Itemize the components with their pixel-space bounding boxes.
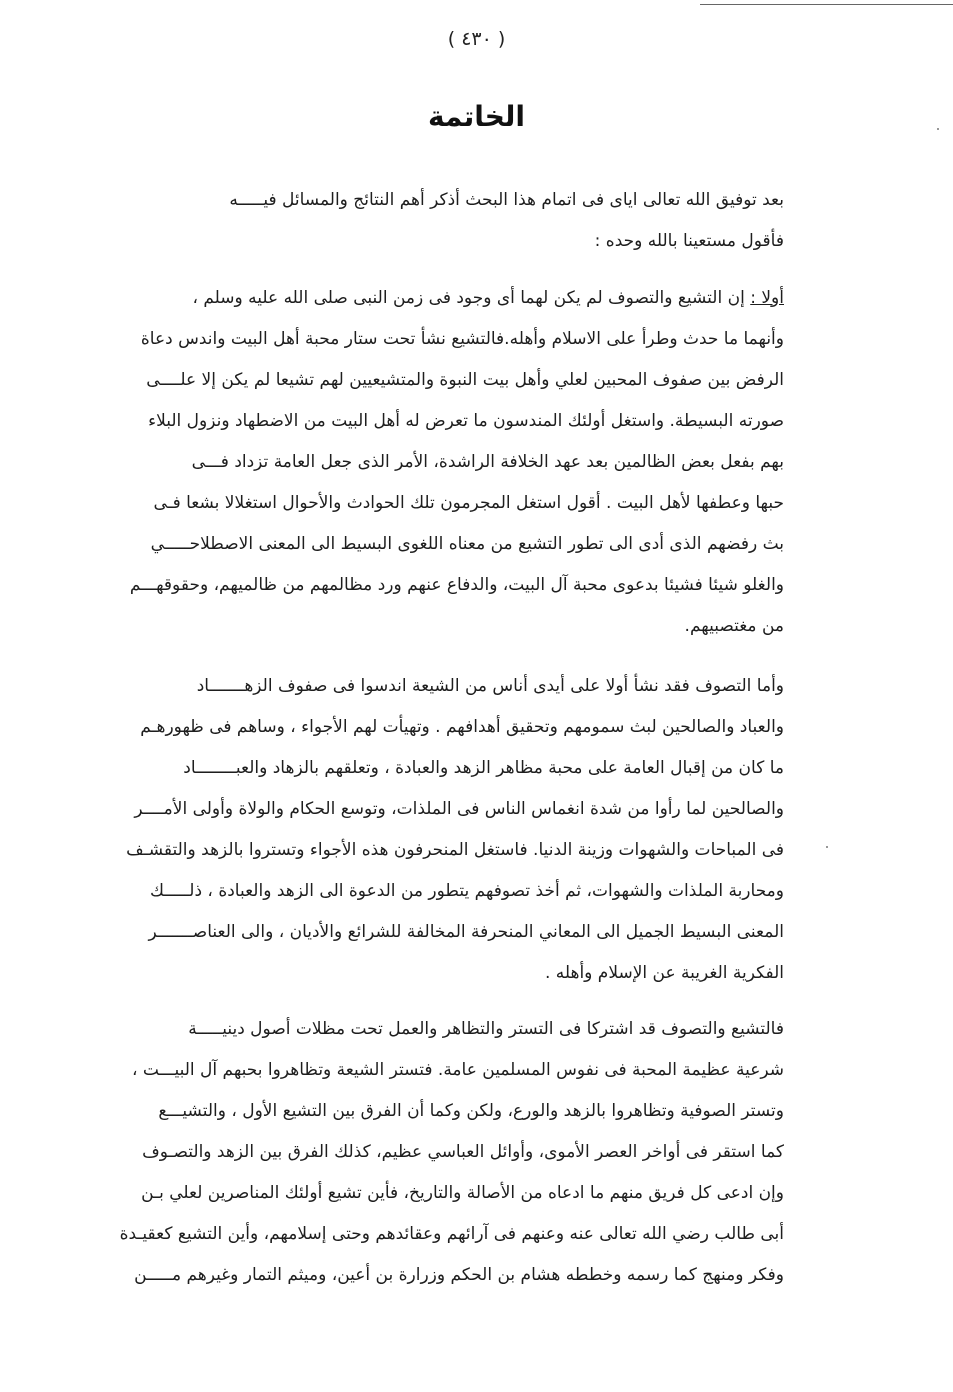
page-number: ( ٤٣٠ ) xyxy=(447,28,506,50)
point-one-body: إن التشيع والتصوف لم يكن لهما أى وجود فى زمن النبى صلى الله عليه وسلم ، وأنهما ما حدث وطرأ على الاسلام وأهله.فالتشيع نشأ تحت ستار محبة أهل البيت واندس دعاة الرفض بين صفوف المحبين لعلي وأهل بيت النبوة والمتشيعيين لهم تشيعا لم يكن إلا علــــى صورته البسيطة. واستغل أولئك المندسون ما تعرض له أهل البيت من الاضطهاد ونزول البلاء بهم بفعل بعض الظالمين بعد عهد الخلافة الراشدة، الأمر الذى جعل العامة تزداد فـــى حبها وعطفها لأهل البيت . أقول استغل المجرمون تلك الحوادث والأحوال استغلالا بشعا فـى بث رفضهم الذى أدى الى تطور التشيع من معناه اللغوى البسيط الى المعنى الاصطلاحـــــي والغلو شيئا فشيئا بدعوى محبة آل البيت، والدفاع عنهم ورد مظالمهم من ظالميهم، وحقوقهـــم من مغتصبيهم. xyxy=(129,288,784,636)
point-one-label: أولا : xyxy=(750,288,784,308)
scan-speck xyxy=(826,846,828,848)
scan-speck xyxy=(937,128,939,130)
intro-text: بعد توفيق الله تعالى اياى فى اتمام هذا البحث أذكر أهم النتائج والمسائل فيـــــه فأقول مستعينا بالله وحده : xyxy=(229,190,784,251)
common-paragraph xyxy=(104,1009,784,1296)
sufism-paragraph xyxy=(104,666,784,994)
point-one-paragraph xyxy=(104,278,784,647)
intro-paragraph xyxy=(104,180,784,262)
top-rule xyxy=(700,4,953,5)
point-one-text xyxy=(104,278,784,647)
common-text: فالتشيع والتصوف قد اشتركا فى التستر والتظاهر والعمل تحت مظلات أصول دينيـــــة شرعية عظيمة المحبة فى نفوس المسلمين عامة. فتستر الشيعة وتظاهروا بحبهم آل البيـــت ، وتستر الصوفية وتظاهروا بالزهد والورع، ولكن وكما أن الفرق بين التشيع الأول ، والتشيـــع كما استقر فى أواخر العصر الأموى، وأوائل العباسي عظيم، كذلك الفرق بين الزهد والتصـوف وإن ادعى كل فريق منهم ما ادعاه من الأصالة والتاريخ، فأين تشيع أولئك المناصرين لعلي بـن أبى طالب رضي الله تعالى عنه وعنهم فى آرائهم وعقائدهم وحتى إسلامهم، وأين التشيع كعقيـدة وفكر ومنهج كما رسمه وخططه هشام بن الحكم وزرارة بن أعين، وميثم التمار وغيرهم مـــــن xyxy=(119,1019,784,1285)
page-title: الخاتمة xyxy=(427,100,526,133)
sufism-text: وأما التصوف فقد نشأ أولا على أيدى أناس من الشيعة اندسوا فى صفوف الزهـــــــاد والعباد والصالحين لبث سمومهم وتحقيق أهدافهم . وتهيأت لهم الأجواء ، وساهم فى ظهورهـم ما كان من إقبال العامة على محبة مظاهر الزهد والعبادة ، وتعلقهم بالزهاد والعبــــــــاد والصالحين لما رأوا من شدة انغماس الناس فى الملذات، وتوسع الحكام والولاة وأولى الأمــــر فى المباحات والشهوات وزينة الدنيا. فاستغل المنحرفون هذه الأجواء وتستروا بالزهد والتقشـف ومحاربة الملذات والشهوات، ثم أخذ تصوفهم يتطور من الدعوة الى الزهد والعبادة ، ذلـــــك المعنى البسيط الجميل الى المعاني المنحرفة المخالفة للشرائع والأديان ، والى العناصـــــــر الفكرية الغريبة عن الإسلام وأهله . xyxy=(126,676,784,983)
